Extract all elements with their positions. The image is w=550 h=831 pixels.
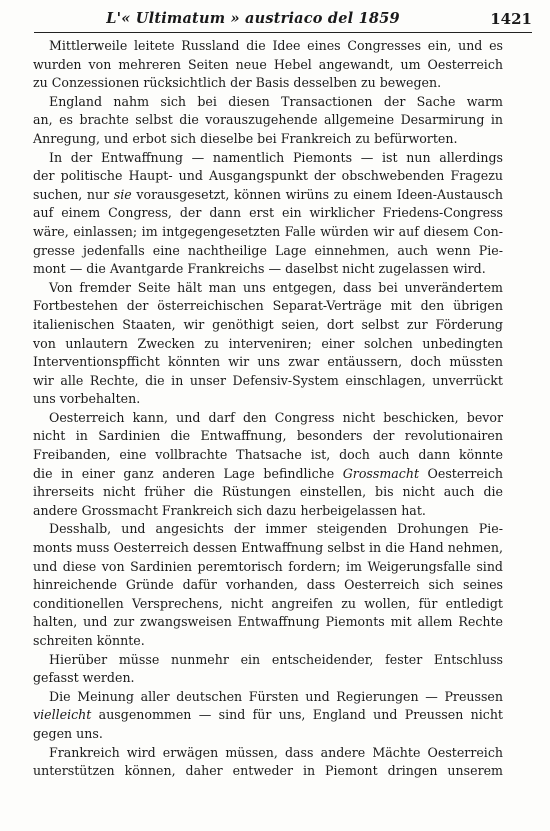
text-line: [33, 706, 503, 725]
text-line: nicht in Sardinien die Entwaffnung, besonders der revolutionairen: [33, 428, 503, 444]
text-line: von unlautern Zwecken zu interveniren; einer solchen unbedingten: [33, 335, 503, 351]
text-segment: vorausgesetzt, können wirüns zu einem Ideen-Austausch: [131, 186, 503, 202]
page-number: 1421: [490, 10, 532, 28]
text-line: mont — die Avantgarde Frankreichs — daselbst nicht zugelassen wird.: [33, 261, 486, 277]
text-line: gegen uns.: [33, 725, 103, 741]
text-line: Frankreich wird erwägen müssen, dass andere Mächte Oesterreich: [49, 744, 503, 760]
text-segment: ausgenommen — sind für uns, England und Preussen nicht: [91, 707, 503, 723]
text-line: Oesterreich kann, und darf den Congress nicht beschicken, bevor: [49, 409, 503, 425]
text-line: Von fremder Seite hält man uns entgegen, dass bei unverändertem: [49, 279, 503, 295]
text-segment: Oesterreich: [419, 465, 503, 481]
text-line: hinreichende Gründe dafür vorhanden, dass Oesterreich sich seines: [33, 577, 503, 593]
text-line: wir alle Rechte, die in unser Defensiv-System einschlagen, unverrückt: [33, 372, 503, 388]
text-line: Hierüber müsse nunmehr ein entscheidender, fester Entschluss: [49, 651, 503, 667]
text-line: In der Entwaffnung — namentlich Piemonts — ist nun allerdings: [49, 149, 503, 165]
text-line: England nahm sich bei diesen Transactionen der Sache warm: [49, 93, 503, 109]
text-line: schreiten könnte.: [33, 633, 145, 648]
text-line: conditionellen Versprechens, nicht angreifen zu wollen, für entledigt: [33, 595, 503, 611]
text-line: andere Grossmacht Frankreich sich dazu herbeigelassen hat.: [33, 502, 426, 518]
text-line: wäre, einlassen; im intgegengesetzten Falle würden wir auf diesem Con-: [33, 223, 503, 239]
text-line: an, es brachte selbst die vorauszugehende allgemeine Desarmirung in: [33, 112, 503, 128]
text-line: Fortbestehen der österreichischen Separat-Verträge mit den übrigen: [33, 298, 503, 314]
text-line: Anregung, und erbot sich dieselbe bei Frankreich zu befürworten.: [33, 130, 458, 146]
running-title: L'« Ultimatum » austriaco del 1859: [106, 10, 400, 27]
running-head: [34, 6, 532, 33]
text-line: auf einem Congress, der dann erst ein wirklicher Friedens-Congress: [33, 205, 503, 221]
italic-emphasis: vielleicht: [33, 707, 92, 723]
italic-emphasis: sie: [113, 186, 132, 202]
text-line: und diese von Sardinien peremtorisch fordern; im Weigerungsfalle sind: [33, 558, 503, 574]
text-line: gresse jedenfalls eine nachtheilige Lage einnehmen, auch wenn Pie-: [33, 242, 503, 258]
text-line: halten, und zur zwangsweisen Entwaffnung Piemonts mit allem Rechte: [33, 614, 503, 630]
text-line: wurden von mehreren Seiten neue Hebel angewandt, um Oesterreich: [33, 56, 503, 72]
italic-emphasis: Grossmacht: [342, 465, 420, 481]
body-text: [33, 37, 503, 781]
text-line: [33, 465, 503, 484]
text-segment: die in einer ganz anderen Lage befindliche: [33, 465, 343, 481]
text-line: zu Conzessionen rücksichtlich der Basis desselben zu bewegen.: [33, 75, 442, 91]
text-line: [33, 186, 503, 205]
text-line: Die Meinung aller deutschen Fürsten und Regierungen — Preussen: [49, 688, 503, 704]
text-line: Desshalb, und angesichts der immer steigenden Drohungen Pie-: [49, 521, 503, 537]
text-line: uns vorbehalten.: [33, 391, 141, 407]
text-line: der politische Haupt- und Ausgangspunkt der obschwebenden Fragezu: [33, 168, 503, 184]
text-line: Mittlerweile leitete Russland die Idee eines Congresses ein, und es: [49, 38, 503, 53]
text-line: italienischen Staaten, wir genöthigt seien, dort selbst zur Förderung: [33, 316, 503, 332]
text-line: gefasst werden.: [33, 670, 135, 686]
text-line: ihrerseits nicht früher die Rüstungen einstellen, bis nicht auch die: [33, 484, 503, 500]
text-line: monts muss Oesterreich dessen Entwaffnung selbst in die Hand nehmen,: [33, 540, 503, 556]
text-segment: suchen, nur: [33, 186, 114, 202]
text-line: Interventionspfficht könnten wir uns zwar entäussern, doch müssten: [33, 354, 503, 370]
text-line: Freibanden, eine vollbrachte Thatsache ist, doch auch dann könnte: [33, 447, 503, 463]
text-line: unterstützen können, daher entweder in Piemont dringen unserem: [33, 763, 503, 779]
